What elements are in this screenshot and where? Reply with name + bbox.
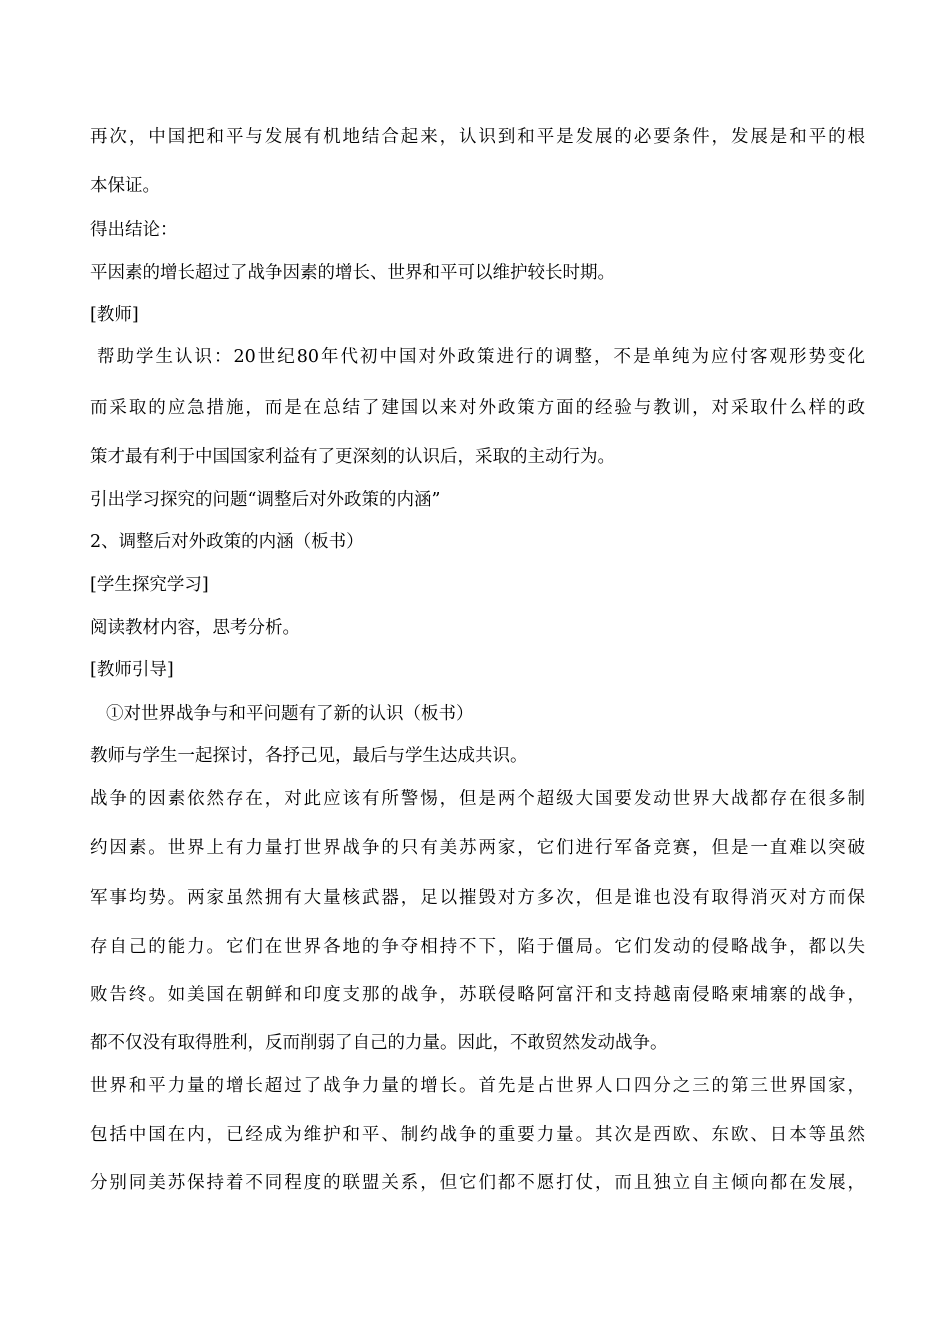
paragraph-line: 帮助学生认识：20世纪80年代初中国对外政策进行的调整，不是单纯为应付客观形势变化	[97, 347, 865, 367]
paragraph-line: 军事均势。两家虽然拥有大量核武器，足以摧毁对方多次，但是谁也没有取得消灭对方而保	[90, 888, 865, 908]
paragraph-line: 阅读教材内容，思考分析。	[90, 618, 300, 638]
paragraph-line: 包括中国在内，已经成为维护和平、制约战争的重要力量。其次是西欧、东欧、日本等虽然	[90, 1125, 865, 1145]
paragraph-line: 本保证。	[90, 176, 160, 196]
section-heading: 2、调整后对外政策的内涵（板书）	[90, 532, 364, 552]
paragraph-line: ①对世界战争与和平问题有了新的认识（板书）	[106, 704, 474, 724]
paragraph-line: 世界和平力量的增长超过了战争力量的增长。首先是占世界人口四分之三的第三世界国家，	[90, 1076, 865, 1096]
paragraph-line: 得出结论：	[90, 220, 178, 240]
paragraph-line: [教师]	[90, 305, 139, 325]
paragraph-line: 再次，中国把和平与发展有机地结合起来，认识到和平是发展的必要条件，发展是和平的根	[90, 127, 865, 147]
paragraph-line: 平因素的增长超过了战争因素的增长、世界和平可以维护较长时期。	[90, 263, 615, 283]
paragraph-line: 存自己的能力。它们在世界各地的争夺相持不下，陷于僵局。它们发动的侵略战争，都以失	[90, 937, 865, 957]
paragraph-line: 都不仅没有取得胜利，反而削弱了自己的力量。因此，不敢贸然发动战争。	[90, 1033, 668, 1053]
paragraph-line: 引出学习探究的问题“调整后对外政策的内涵”	[90, 490, 441, 510]
paragraph-line: 策才最有利于中国国家利益有了更深刻的认识后，采取的主动行为。	[90, 447, 615, 467]
paragraph-line: 分别同美苏保持着不同程度的联盟关系，但它们都不愿打仗，而且独立自主倾向都在发展，	[90, 1173, 865, 1193]
paragraph-line: 而采取的应急措施，而是在总结了建国以来对外政策方面的经验与教训，对采取什么样的政	[90, 398, 865, 418]
paragraph-line: 教师与学生一起探讨，各抒己见，最后与学生达成共识。	[90, 746, 528, 766]
paragraph-line: 败告终。如美国在朝鲜和印度支那的战争，苏联侵略阿富汗和支持越南侵略柬埔寨的战争，	[90, 985, 865, 1005]
paragraph-line: [学生探究学习]	[90, 575, 209, 595]
paragraph-line: 约因素。世界上有力量打世界战争的只有美苏两家，它们进行军备竞赛，但是一直难以突破	[90, 838, 865, 858]
paragraph-line: 战争的因素依然存在，对此应该有所警惕，但是两个超级大国要发动世界大战都存在很多制	[90, 789, 865, 809]
paragraph-line: [教师引导]	[90, 660, 174, 680]
